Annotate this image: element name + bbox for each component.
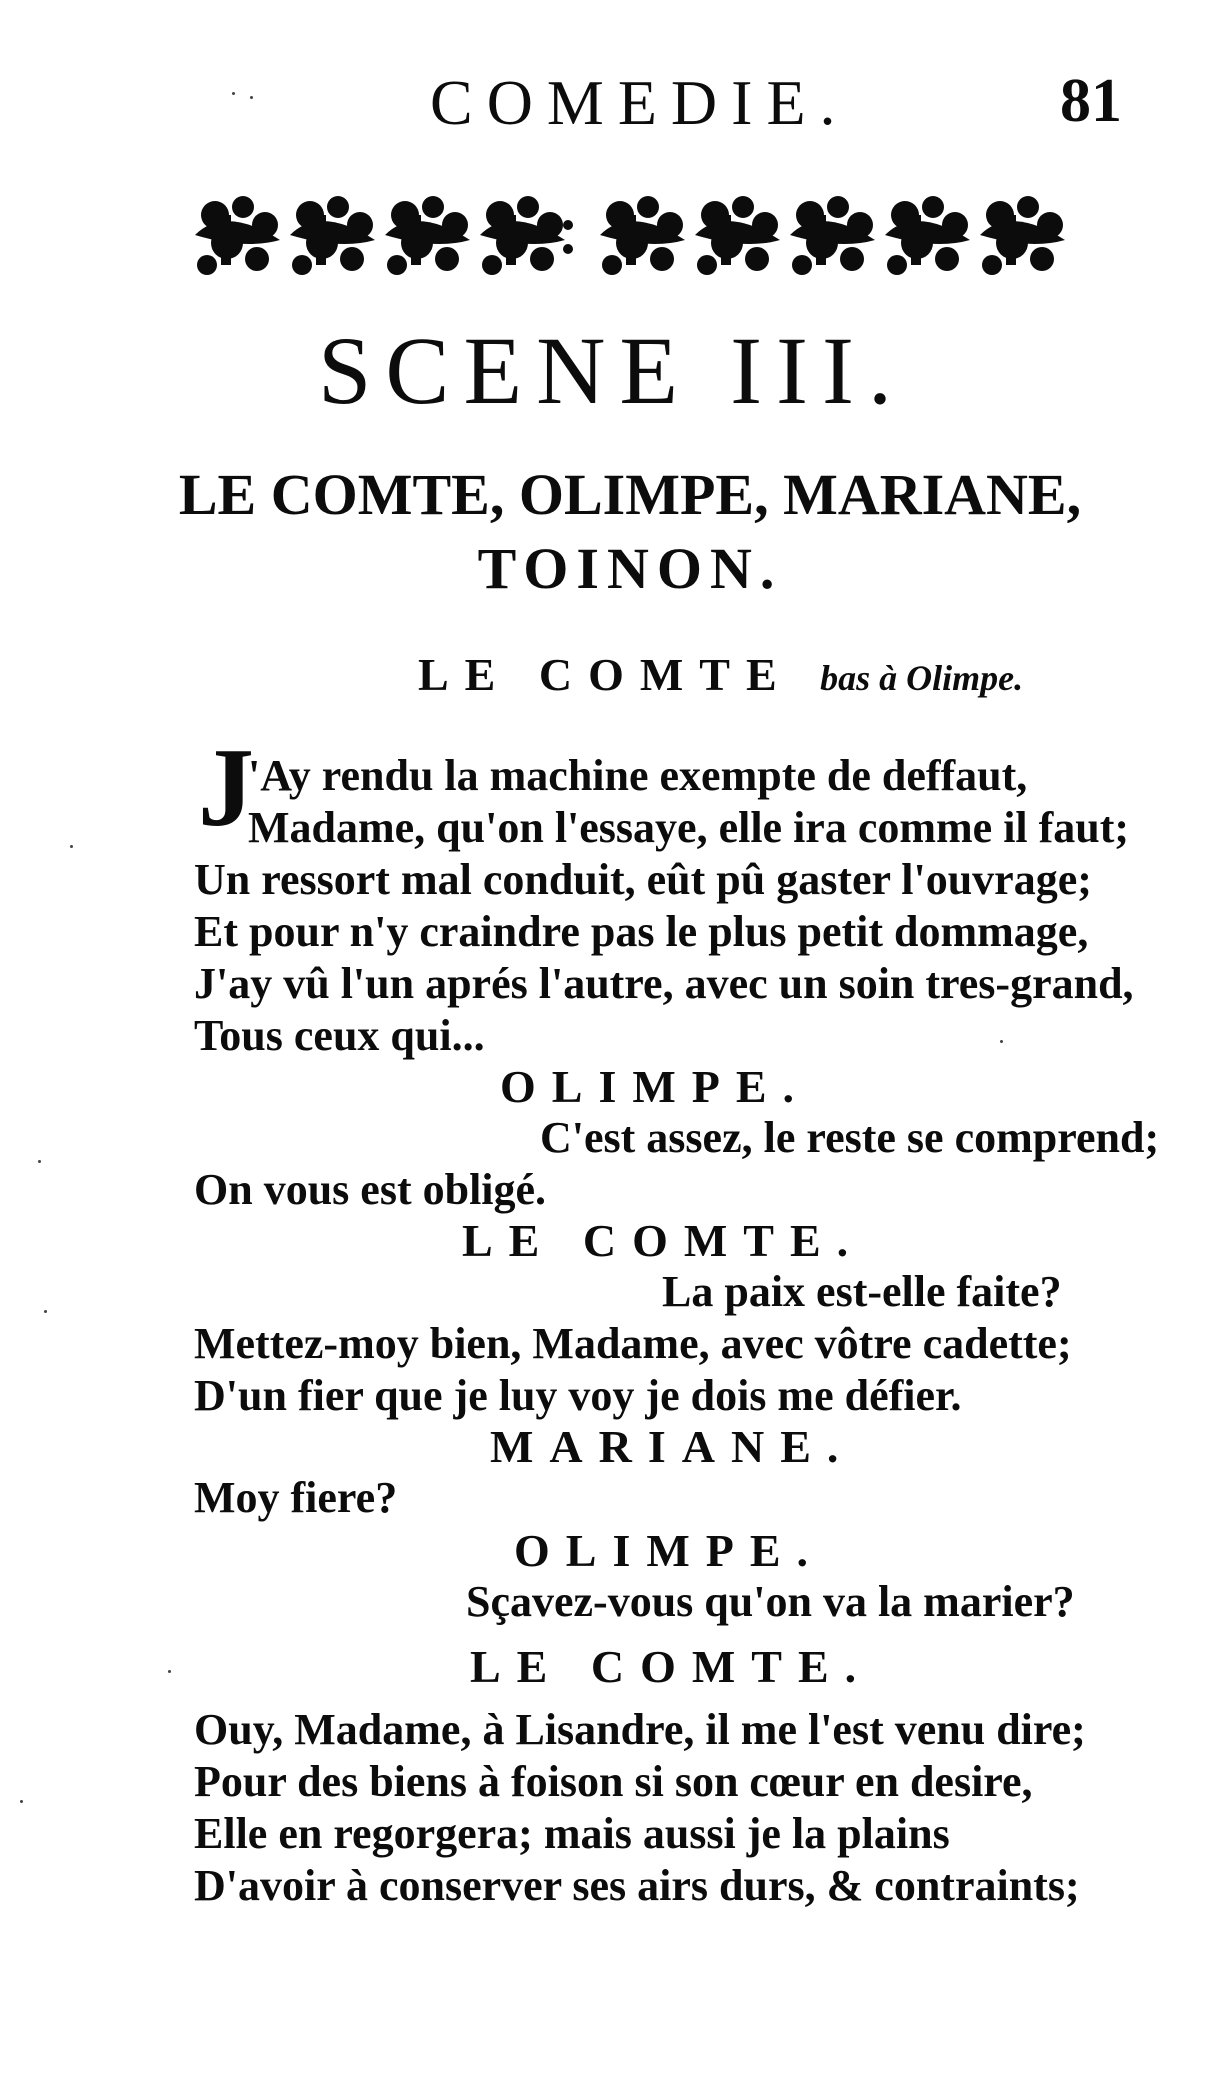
floral-ornament-band-icon	[185, 185, 1120, 285]
verse-line: Moy fiere?	[194, 1473, 398, 1522]
verse-line: Et pour n'y craindre pas le plus petit dommage,	[194, 907, 1089, 956]
speaker-mariane: MARIANE.	[490, 1421, 855, 1472]
scan-speck	[168, 1670, 171, 1673]
scan-speck	[20, 1800, 23, 1803]
scan-speck	[232, 92, 235, 95]
verse-line: Elle en regorgera; mais aussi je la plains	[194, 1809, 950, 1858]
speaker-olimpe: OLIMPE.	[514, 1525, 825, 1576]
speaker-name: LE COMTE	[418, 649, 793, 700]
verse-line: D'avoir à conserver ses airs durs, & contraints;	[194, 1861, 1080, 1910]
verse-line: Sçavez-vous qu'on va la marier?	[466, 1577, 1075, 1626]
stage-direction: bas à Olimpe.	[820, 658, 1024, 698]
scan-speck	[250, 96, 253, 99]
drop-capital: J	[198, 726, 254, 850]
speaker-le-comte: LE COMTE.	[462, 1215, 865, 1266]
scene-heading: SCENE III.	[318, 317, 906, 424]
speaker-olimpe: OLIMPE.	[500, 1061, 811, 1112]
verse-line: Tous ceux qui...	[194, 1011, 485, 1060]
verse-line: 'Ay rendu la machine exempte de deffaut,	[248, 751, 1028, 800]
verse-line: J'ay vû l'un aprés l'autre, avec un soin tres-grand,	[194, 959, 1134, 1008]
verse-line: C'est assez, le reste se comprend;	[540, 1113, 1160, 1162]
verse-line: Mettez-moy bien, Madame, avec vôtre cadette;	[194, 1319, 1072, 1368]
speaker-le-comte: LE COMTE.	[470, 1641, 873, 1692]
scan-speck	[38, 1160, 41, 1163]
scan-speck	[44, 1310, 47, 1313]
cast-line-1: LE COMTE, OLIMPE, MARIANE,	[178, 462, 1082, 527]
scan-speck	[70, 845, 73, 848]
cast-list	[150, 458, 1110, 606]
verse-line: Un ressort mal conduit, eût pû gaster l'ouvrage;	[194, 855, 1092, 904]
verse-line: Pour des biens à foison si son cœur en desire,	[194, 1757, 1033, 1806]
verse-line: D'un fier que je luy voy je dois me défier.	[194, 1371, 962, 1420]
speaker-le-comte	[418, 648, 1023, 701]
verse-line: Madame, qu'on l'essaye, elle ira comme il faut;	[248, 803, 1130, 852]
cast-line-2: TOINON.	[477, 536, 783, 601]
page-number: 81	[1060, 67, 1122, 135]
verse-line: On vous est obligé.	[194, 1165, 547, 1214]
verse-line: La paix est-elle faite?	[662, 1267, 1062, 1316]
verse-line: Ouy, Madame, à Lisandre, il me l'est venu dire;	[194, 1705, 1086, 1754]
running-title: COMEDIE.	[430, 67, 850, 138]
scan-speck	[1000, 1040, 1003, 1043]
